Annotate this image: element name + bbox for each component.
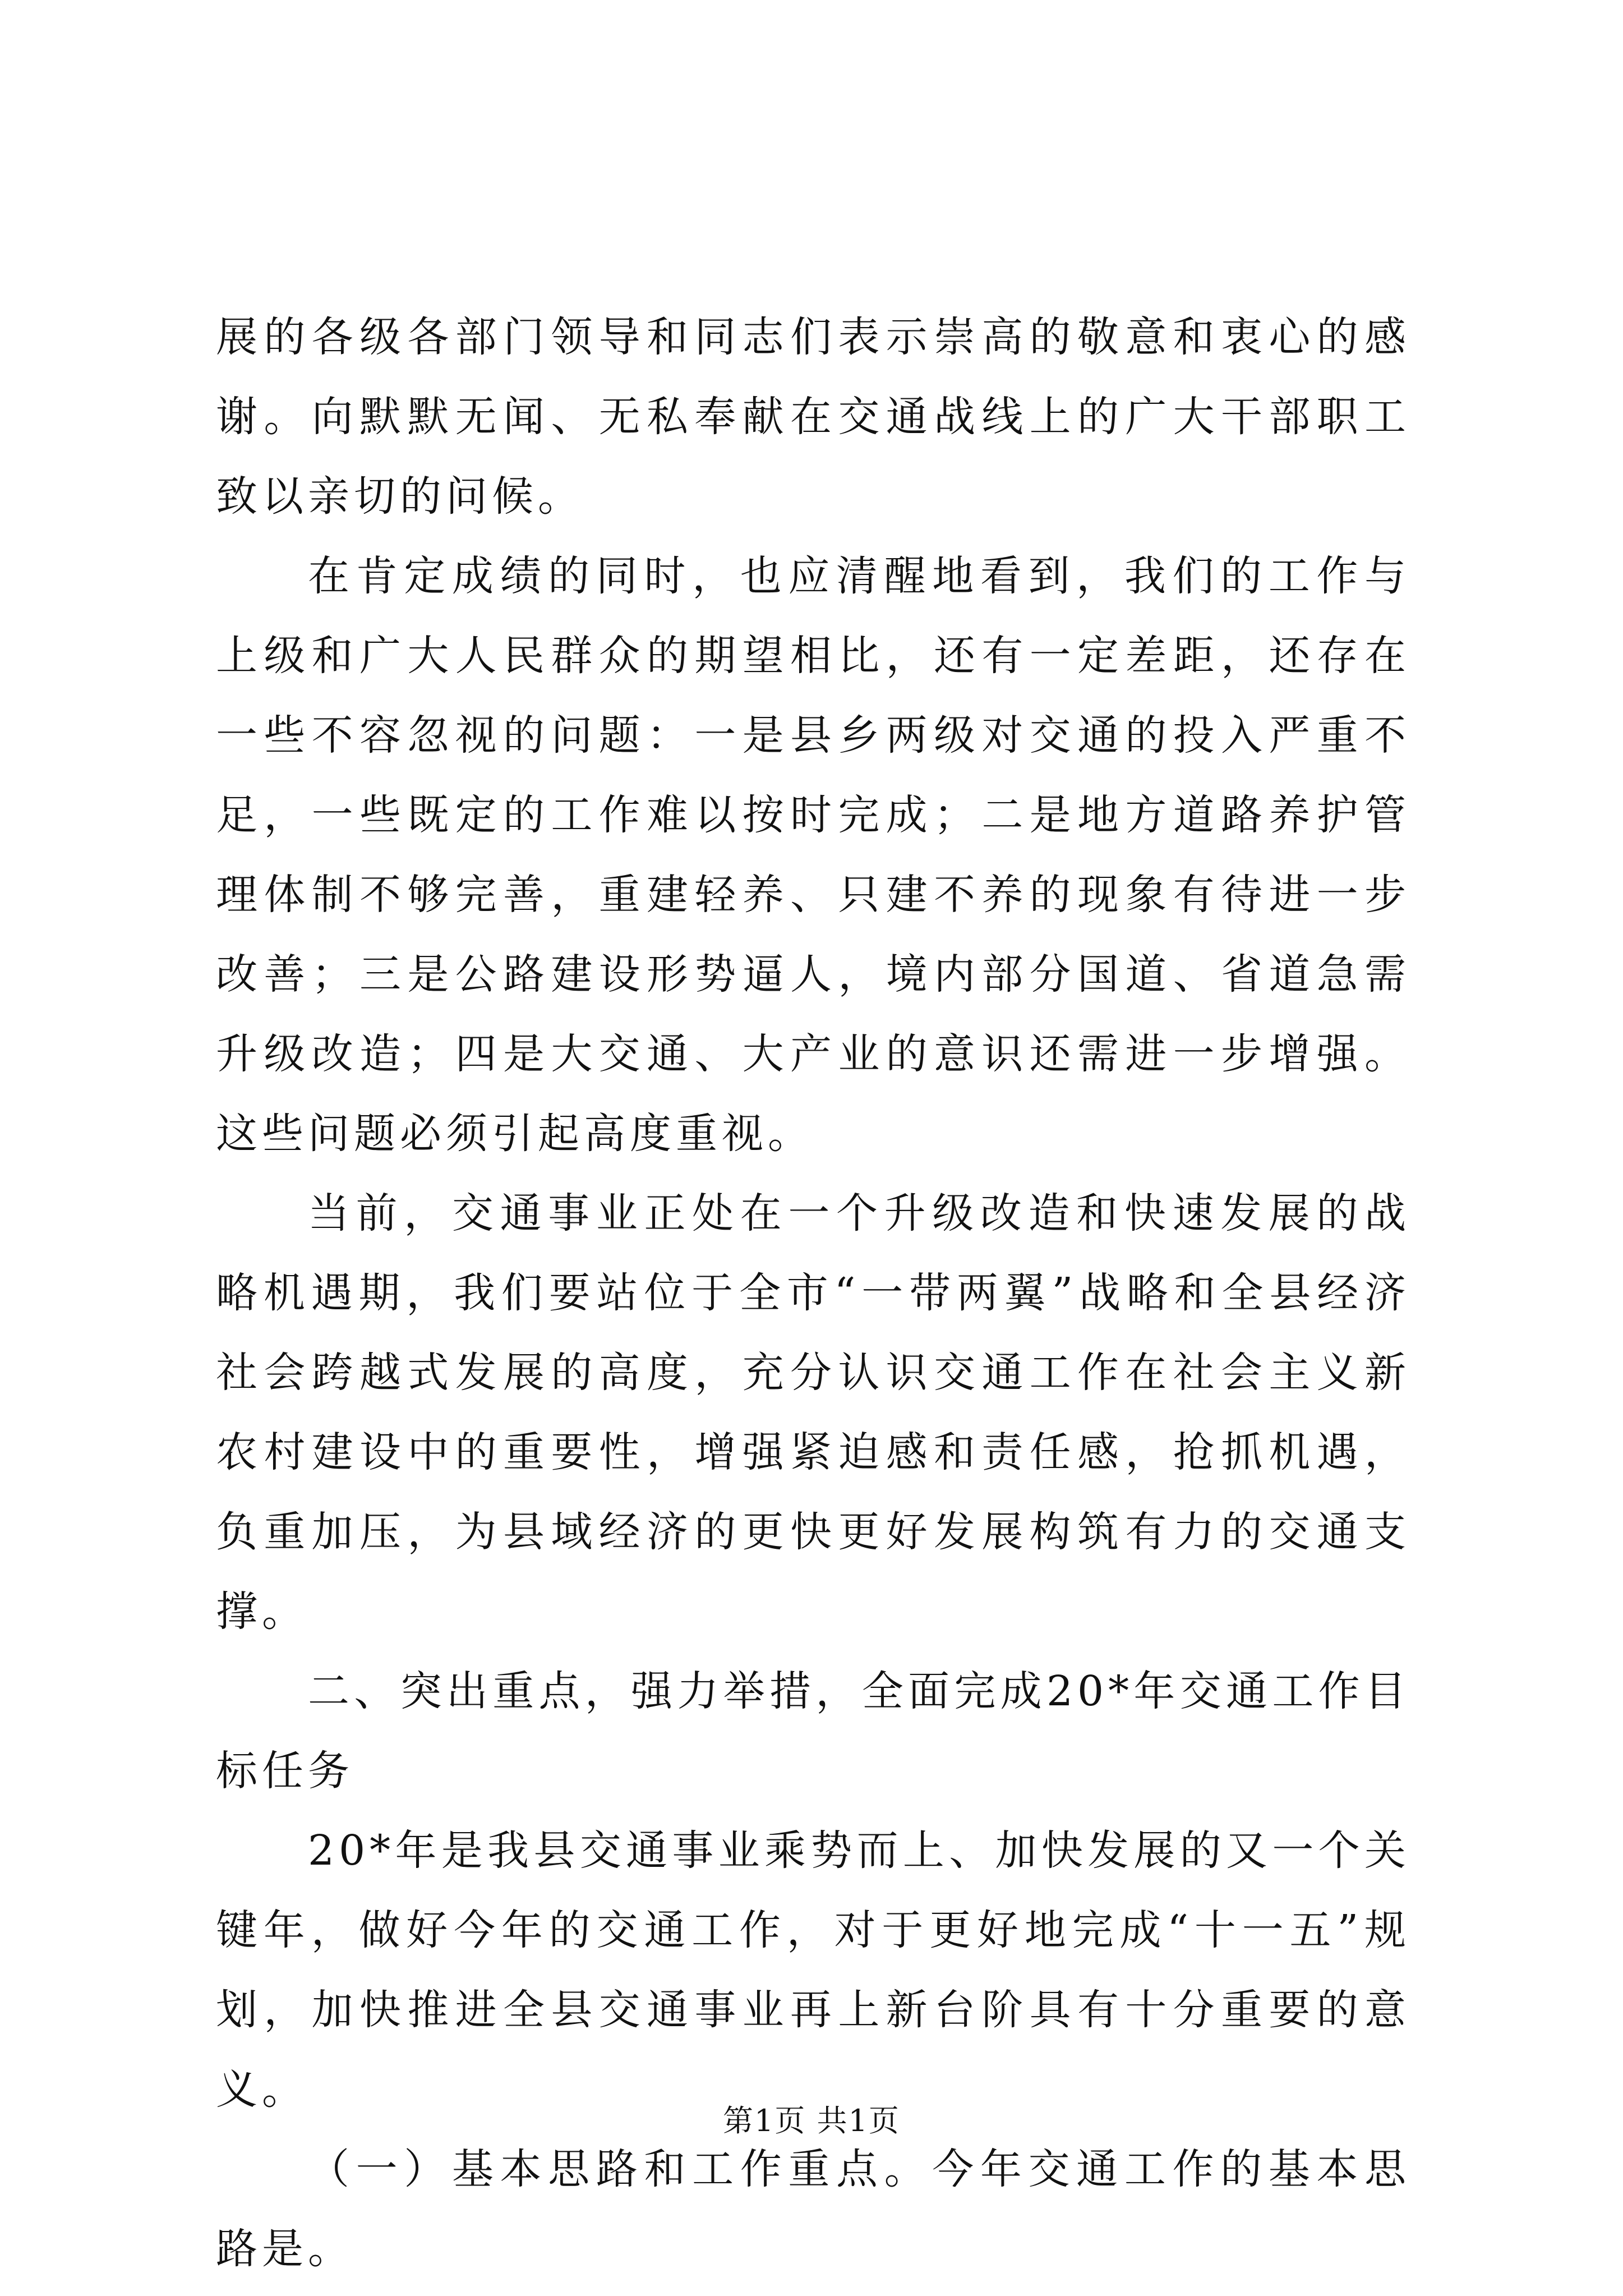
- paragraph-1: 展的各级各部门领导和同志们表示崇高的敬意和衷心的感谢。向默默无闻、无私奉献在交通战线上的广大干部职工致以亲切的问候。: [216, 313, 1410, 521]
- section-heading: 二、突出重点，强力举措，全面完成20*年交通工作目标任务: [216, 1667, 1410, 1795]
- document-body: [216, 297, 1410, 2289]
- paragraph-4: 20*年是我县交通事业乘势而上、加快发展的又一个关键年，做好今年的交通工作，对于更好地完成“十一五”规划，加快推进全县交通事业再上新台阶具有十分重要的意义。: [216, 1826, 1410, 2114]
- paragraph-5: （一）基本思路和工作重点。今年交通工作的基本思路是。: [216, 2145, 1410, 2273]
- paragraph-3: 当前，交通事业正处在一个升级改造和快速发展的战略机遇期，我们要站位于全市“一带两翼”战略和全县经济社会跨越式发展的高度，充分认识交通工作在社会主义新农村建设中的重要性，增强紧迫感和责任感，抢抓机遇，负重加压，为县域经济的更快更好发展构筑有力的交通支撑。: [216, 1189, 1410, 1636]
- paragraph-2: 在肯定成绩的同时，也应清醒地看到，我们的工作与上级和广大人民群众的期望相比，还有一定差距，还存在一些不容忽视的问题：一是县乡两级对交通的投入严重不足，一些既定的工作难以按时完成；二是地方道路养护管理体制不够完善，重建轻养、只建不养的现象有待进一步改善；三是公路建设形势逼人，境内部分国道、省道急需升级改造；四是大交通、大产业的意识还需进一步增强。这些问题必须引起高度重视。: [216, 552, 1410, 1158]
- page-footer: 第1页 共1页: [723, 2103, 900, 2138]
